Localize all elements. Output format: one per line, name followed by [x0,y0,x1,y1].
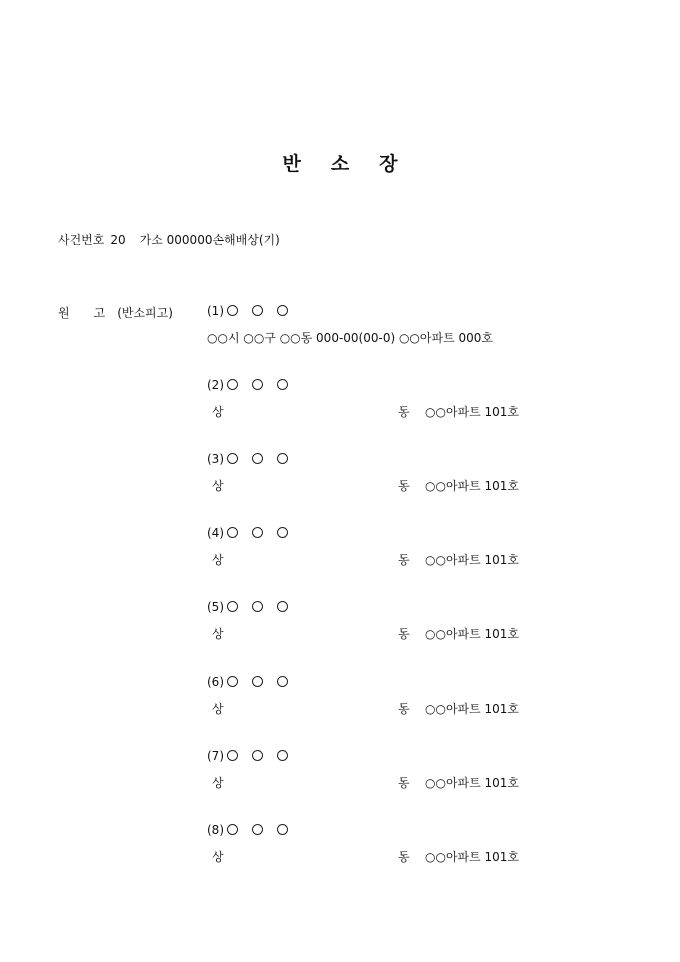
defendant-index: (3) [207,452,224,466]
plaintiff-char: 고 [93,306,106,320]
plaintiff-char: 원 [58,306,70,320]
defendant-entry [207,823,567,866]
defendant-index: (1) [207,304,224,318]
case-name: 가소 000000손해배상(기) [139,233,280,247]
redacted-name-mark [277,453,288,464]
defendant-address [207,774,567,792]
redacted-name-mark [252,824,263,835]
defendant-name-line [207,749,567,767]
case-number: 20 [110,233,126,247]
defendant-name-line [207,452,567,470]
defendant-index: (7) [207,749,224,763]
redacted-name-mark [252,305,263,316]
redacted-name-mark [277,601,288,612]
defendant-index: (8) [207,823,224,837]
redacted-name-mark [227,453,238,464]
defendant-name-line [207,823,567,841]
address-dong: 동 [398,850,410,864]
redacted-name-mark [252,750,263,761]
address-prefix: 상 [212,776,224,790]
title-char: 장 [379,153,398,175]
defendant-entry [207,378,567,421]
address-apartment: ○○아파트 101호 [425,479,520,493]
defendant-name-line [207,304,567,322]
redacted-name-mark [227,601,238,612]
defendant-index: (2) [207,378,224,392]
redacted-name-mark [252,601,263,612]
redacted-name-mark [277,824,288,835]
address-prefix: 상 [212,627,224,641]
title-char: 소 [330,153,350,175]
address-apartment: ○○아파트 101호 [425,850,520,864]
defendant-entry [207,304,567,347]
defendant-index: (6) [207,675,224,689]
redacted-name-mark [227,824,238,835]
redacted-name-mark [227,527,238,538]
address-dong: 동 [398,405,410,419]
defendant-index: (5) [207,600,224,614]
address-dong: 동 [398,776,410,790]
address-prefix: 상 [212,702,224,716]
defendant-address [207,700,567,718]
address-dong: 동 [398,627,410,641]
defendant-index: (4) [207,526,224,540]
address-dong: 동 [398,553,410,567]
defendant-name-line [207,675,567,693]
plaintiff-role: (반소피고) [117,306,173,320]
redacted-name-mark [252,379,263,390]
defendant-address [207,551,567,569]
redacted-name-mark [277,379,288,390]
defendant-address [207,477,567,495]
defendant-address: ○○시 ○○구 ○○동 000-00(00-0) ○○아파트 000호 [207,331,493,345]
address-prefix: 상 [212,479,224,493]
address-apartment: ○○아파트 101호 [425,776,520,790]
defendant-name-line [207,526,567,544]
case-number-line [58,231,280,248]
address-prefix: 상 [212,405,224,419]
redacted-name-mark [227,379,238,390]
case-label: 사건번호 [58,233,105,247]
defendant-entry [207,675,567,718]
defendant-name-line [207,600,567,618]
defendant-address [207,848,567,866]
defendant-name-line [207,378,567,396]
redacted-name-mark [252,676,263,687]
redacted-name-mark [277,527,288,538]
redacted-name-mark [227,750,238,761]
redacted-name-mark [227,305,238,316]
redacted-name-mark [252,527,263,538]
defendant-address [207,625,567,643]
address-apartment: ○○아파트 101호 [425,553,520,567]
address-dong: 동 [398,479,410,493]
redacted-name-mark [252,453,263,464]
plaintiff-label [58,304,173,321]
title-char: 반 [282,153,301,175]
address-prefix: 상 [212,553,224,567]
defendant-entry [207,749,567,792]
redacted-name-mark [277,305,288,316]
defendant-address [207,403,567,421]
address-dong: 동 [398,702,410,716]
address-prefix: 상 [212,850,224,864]
defendant-entry [207,452,567,495]
redacted-name-mark [227,676,238,687]
redacted-name-mark [277,676,288,687]
address-apartment: ○○아파트 101호 [425,627,520,641]
redacted-name-mark [277,750,288,761]
address-apartment: ○○아파트 101호 [425,702,520,716]
defendant-entry [207,600,567,643]
document-title [0,149,680,176]
address-apartment: ○○아파트 101호 [425,405,520,419]
defendant-entry [207,526,567,569]
